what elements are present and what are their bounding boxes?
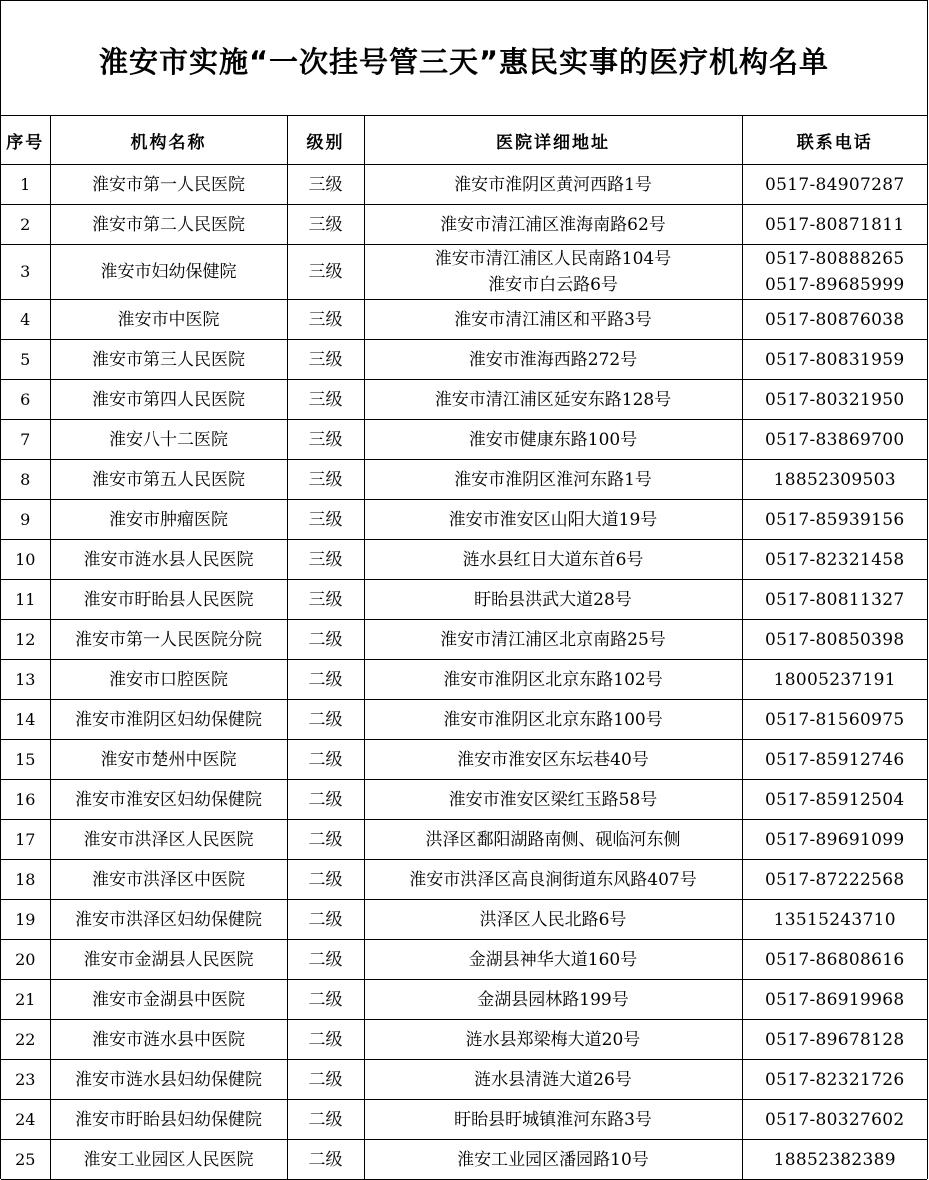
cell-address xyxy=(364,580,742,620)
cell-address xyxy=(364,980,742,1020)
table-row xyxy=(1,500,927,540)
phone-line: 0517-84907287 xyxy=(765,174,905,195)
cell-seq: 19 xyxy=(1,900,50,940)
cell-level: 三级 xyxy=(287,205,364,245)
cell-phone xyxy=(742,900,927,940)
phone-line: 0517-80876038 xyxy=(765,309,905,330)
table-row xyxy=(1,980,927,1020)
cell-level: 三级 xyxy=(287,245,364,300)
cell-level: 二级 xyxy=(287,820,364,860)
phone-line: 0517-81560975 xyxy=(765,709,905,730)
cell-level: 三级 xyxy=(287,300,364,340)
phone-line: 0517-80831959 xyxy=(765,349,905,370)
cell-address xyxy=(364,165,742,205)
phone-line: 0517-80321950 xyxy=(765,389,905,410)
table-row xyxy=(1,1100,927,1140)
table-row xyxy=(1,460,927,500)
header-name: 机构名称 xyxy=(50,116,287,165)
cell-address xyxy=(364,820,742,860)
table-row xyxy=(1,820,927,860)
cell-phone xyxy=(742,940,927,980)
phone-line: 0517-87222568 xyxy=(765,869,905,890)
cell-address xyxy=(364,1060,742,1100)
cell-level: 三级 xyxy=(287,580,364,620)
cell-seq: 11 xyxy=(1,580,50,620)
cell-level: 二级 xyxy=(287,1140,364,1180)
cell-address xyxy=(364,620,742,660)
address-line: 盱眙县洪武大道28号 xyxy=(474,589,632,610)
cell-phone xyxy=(742,660,927,700)
document-title: 淮安市实施“一次挂号管三天”惠民实事的医疗机构名单 xyxy=(1,1,927,116)
table-row xyxy=(1,860,927,900)
cell-level: 二级 xyxy=(287,940,364,980)
cell-name: 淮安市洪泽区妇幼保健院 xyxy=(50,900,287,940)
cell-level: 二级 xyxy=(287,1100,364,1140)
cell-name: 淮安市妇幼保健院 xyxy=(50,245,287,300)
cell-phone xyxy=(742,500,927,540)
cell-address xyxy=(364,660,742,700)
cell-seq: 10 xyxy=(1,540,50,580)
cell-name: 淮安市洪泽区中医院 xyxy=(50,860,287,900)
phone-line: 0517-85912746 xyxy=(765,749,905,770)
table-row xyxy=(1,1140,927,1180)
cell-phone xyxy=(742,820,927,860)
cell-name: 淮安市口腔医院 xyxy=(50,660,287,700)
cell-seq: 12 xyxy=(1,620,50,660)
cell-name: 淮安市金湖县人民医院 xyxy=(50,940,287,980)
cell-name: 淮安市洪泽区人民医院 xyxy=(50,820,287,860)
address-line: 淮安市淮安区山阳大道19号 xyxy=(448,509,658,530)
phone-line: 0517-80811327 xyxy=(765,589,905,610)
cell-seq: 16 xyxy=(1,780,50,820)
address-line: 金湖县园林路199号 xyxy=(477,989,629,1010)
table-row xyxy=(1,900,927,940)
cell-name: 淮安市涟水县中医院 xyxy=(50,1020,287,1060)
cell-level: 三级 xyxy=(287,420,364,460)
cell-seq: 24 xyxy=(1,1100,50,1140)
cell-seq: 13 xyxy=(1,660,50,700)
phone-line: 0517-80327602 xyxy=(765,1109,905,1130)
cell-address xyxy=(364,420,742,460)
cell-address xyxy=(364,460,742,500)
table-row xyxy=(1,380,927,420)
cell-name: 淮安市盱眙县妇幼保健院 xyxy=(50,1100,287,1140)
cell-address xyxy=(364,340,742,380)
cell-name: 淮安八十二医院 xyxy=(50,420,287,460)
address-line: 淮安市淮阴区淮河东路1号 xyxy=(454,469,652,490)
cell-phone xyxy=(742,860,927,900)
cell-name: 淮安工业园区人民医院 xyxy=(50,1140,287,1180)
cell-phone xyxy=(742,740,927,780)
cell-level: 二级 xyxy=(287,1060,364,1100)
address-line: 淮安市清江浦区北京南路25号 xyxy=(440,629,666,650)
phone-line: 0517-89678128 xyxy=(765,1029,905,1050)
cell-level: 二级 xyxy=(287,620,364,660)
address-line: 涟水县清涟大道26号 xyxy=(474,1069,632,1090)
cell-phone xyxy=(742,460,927,500)
cell-address xyxy=(364,900,742,940)
cell-name: 淮安市第一人民医院分院 xyxy=(50,620,287,660)
address-line: 淮安市清江浦区延安东路128号 xyxy=(434,389,672,410)
cell-phone xyxy=(742,580,927,620)
cell-name: 淮安市中医院 xyxy=(50,300,287,340)
address-line: 淮安工业园区潘园路10号 xyxy=(457,1149,649,1170)
address-line: 涟水县郑梁梅大道20号 xyxy=(465,1029,641,1050)
cell-seq: 25 xyxy=(1,1140,50,1180)
cell-level: 二级 xyxy=(287,740,364,780)
cell-seq: 15 xyxy=(1,740,50,780)
cell-level: 二级 xyxy=(287,860,364,900)
address-line: 淮安市健康东路100号 xyxy=(468,429,638,450)
header-phone: 联系电话 xyxy=(742,116,927,165)
cell-address xyxy=(364,940,742,980)
address-line: 淮安市白云路6号 xyxy=(488,275,618,295)
phone-line: 0517-82321726 xyxy=(765,1069,905,1090)
phone-line: 0517-89691099 xyxy=(765,829,905,850)
cell-phone xyxy=(742,1020,927,1060)
cell-seq: 14 xyxy=(1,700,50,740)
cell-phone xyxy=(742,245,927,300)
cell-seq: 7 xyxy=(1,420,50,460)
phone-line: 13515243710 xyxy=(773,909,896,930)
cell-address xyxy=(364,205,742,245)
phone-line: 18852309503 xyxy=(773,469,896,490)
table-row xyxy=(1,700,927,740)
header-level: 级别 xyxy=(287,116,364,165)
cell-seq: 2 xyxy=(1,205,50,245)
phone-line: 0517-80888265 xyxy=(765,249,905,269)
cell-name: 淮安市淮阴区妇幼保健院 xyxy=(50,700,287,740)
cell-name: 淮安市涟水县人民医院 xyxy=(50,540,287,580)
cell-level: 二级 xyxy=(287,660,364,700)
cell-level: 三级 xyxy=(287,540,364,580)
cell-phone xyxy=(742,780,927,820)
cell-address xyxy=(364,245,742,300)
cell-seq: 4 xyxy=(1,300,50,340)
cell-address xyxy=(364,1100,742,1140)
cell-seq: 22 xyxy=(1,1020,50,1060)
table-row xyxy=(1,340,927,380)
address-line: 洪泽区人民北路6号 xyxy=(479,909,627,930)
cell-address xyxy=(364,700,742,740)
cell-phone xyxy=(742,1100,927,1140)
cell-seq: 5 xyxy=(1,340,50,380)
cell-level: 三级 xyxy=(287,500,364,540)
cell-level: 三级 xyxy=(287,340,364,380)
cell-seq: 9 xyxy=(1,500,50,540)
cell-seq: 6 xyxy=(1,380,50,420)
cell-name: 淮安市淮安区妇幼保健院 xyxy=(50,780,287,820)
cell-phone xyxy=(742,700,927,740)
table-row xyxy=(1,165,927,205)
phone-line: 0517-80871811 xyxy=(765,214,905,235)
table-row xyxy=(1,780,927,820)
cell-level: 二级 xyxy=(287,780,364,820)
cell-address xyxy=(364,1020,742,1060)
cell-name: 淮安市第五人民医院 xyxy=(50,460,287,500)
cell-level: 二级 xyxy=(287,700,364,740)
cell-address xyxy=(364,740,742,780)
table-row xyxy=(1,1020,927,1060)
table-row xyxy=(1,300,927,340)
table-row xyxy=(1,620,927,660)
cell-seq: 8 xyxy=(1,460,50,500)
address-line: 淮安市清江浦区淮海南路62号 xyxy=(440,214,666,235)
cell-name: 淮安市第一人民医院 xyxy=(50,165,287,205)
table-header-row xyxy=(1,116,927,165)
address-line: 金湖县神华大道160号 xyxy=(468,949,638,970)
address-line: 淮安市淮阴区北京东路100号 xyxy=(443,709,663,730)
cell-seq: 20 xyxy=(1,940,50,980)
phone-line: 0517-86919968 xyxy=(765,989,905,1010)
cell-seq: 18 xyxy=(1,860,50,900)
cell-name: 淮安市盱眙县人民医院 xyxy=(50,580,287,620)
cell-seq: 17 xyxy=(1,820,50,860)
cell-address xyxy=(364,780,742,820)
cell-phone xyxy=(742,620,927,660)
table-row xyxy=(1,580,927,620)
address-line: 盱眙县盱城镇淮河东路3号 xyxy=(454,1109,652,1130)
cell-name: 淮安市金湖县中医院 xyxy=(50,980,287,1020)
cell-phone xyxy=(742,380,927,420)
cell-seq: 1 xyxy=(1,165,50,205)
phone-line: 0517-80850398 xyxy=(765,629,905,650)
cell-phone xyxy=(742,420,927,460)
cell-name: 淮安市涟水县妇幼保健院 xyxy=(50,1060,287,1100)
cell-phone xyxy=(742,340,927,380)
table-row xyxy=(1,1060,927,1100)
phone-line: 18852382389 xyxy=(773,1149,896,1170)
address-line: 淮安市淮安区东坛巷40号 xyxy=(457,749,649,770)
table-row xyxy=(1,420,927,460)
cell-address xyxy=(364,500,742,540)
address-line: 淮安市淮阴区黄河西路1号 xyxy=(454,174,652,195)
cell-address xyxy=(364,380,742,420)
table-row xyxy=(1,940,927,980)
cell-address xyxy=(364,860,742,900)
cell-level: 三级 xyxy=(287,165,364,205)
cell-level: 二级 xyxy=(287,900,364,940)
cell-name: 淮安市楚州中医院 xyxy=(50,740,287,780)
table-row xyxy=(1,660,927,700)
cell-level: 二级 xyxy=(287,1020,364,1060)
phone-line: 0517-89685999 xyxy=(765,275,905,295)
address-line: 淮安市洪泽区高良涧街道东风路407号 xyxy=(409,869,697,890)
table-row xyxy=(1,540,927,580)
cell-seq: 21 xyxy=(1,980,50,1020)
cell-name: 淮安市第三人民医院 xyxy=(50,340,287,380)
table-row xyxy=(1,205,927,245)
address-line: 淮安市淮海西路272号 xyxy=(468,349,638,370)
address-line: 淮安市清江浦区人民南路104号 xyxy=(434,249,672,269)
phone-line: 0517-82321458 xyxy=(765,549,905,570)
table-row xyxy=(1,740,927,780)
cell-seq: 23 xyxy=(1,1060,50,1100)
cell-address xyxy=(364,300,742,340)
cell-name: 淮安市肿瘤医院 xyxy=(50,500,287,540)
cell-phone xyxy=(742,540,927,580)
phone-line: 0517-83869700 xyxy=(765,429,905,450)
hospital-table xyxy=(1,116,927,1180)
cell-level: 二级 xyxy=(287,980,364,1020)
cell-level: 三级 xyxy=(287,460,364,500)
cell-phone xyxy=(742,205,927,245)
cell-phone xyxy=(742,165,927,205)
address-line: 淮安市清江浦区和平路3号 xyxy=(454,309,652,330)
cell-level: 三级 xyxy=(287,380,364,420)
cell-phone xyxy=(742,980,927,1020)
header-seq: 序号 xyxy=(1,116,50,165)
address-line: 淮安市淮安区梁红玉路58号 xyxy=(448,789,658,810)
cell-seq: 3 xyxy=(1,245,50,300)
table-body xyxy=(1,165,927,1180)
cell-name: 淮安市第二人民医院 xyxy=(50,205,287,245)
phone-line: 0517-85939156 xyxy=(765,509,905,530)
cell-name: 淮安市第四人民医院 xyxy=(50,380,287,420)
address-line: 洪泽区鄱阳湖路南侧、砚临河东侧 xyxy=(425,829,681,850)
phone-line: 18005237191 xyxy=(773,669,896,690)
cell-phone xyxy=(742,1060,927,1100)
phone-line: 0517-85912504 xyxy=(765,789,905,810)
phone-line: 0517-86808616 xyxy=(765,949,905,970)
cell-address xyxy=(364,540,742,580)
table-row xyxy=(1,245,927,300)
address-line: 涟水县红日大道东首6号 xyxy=(462,549,644,570)
address-line: 淮安市淮阴区北京东路102号 xyxy=(443,669,663,690)
cell-address xyxy=(364,1140,742,1180)
cell-phone xyxy=(742,300,927,340)
header-address: 医院详细地址 xyxy=(364,116,742,165)
cell-phone xyxy=(742,1140,927,1180)
